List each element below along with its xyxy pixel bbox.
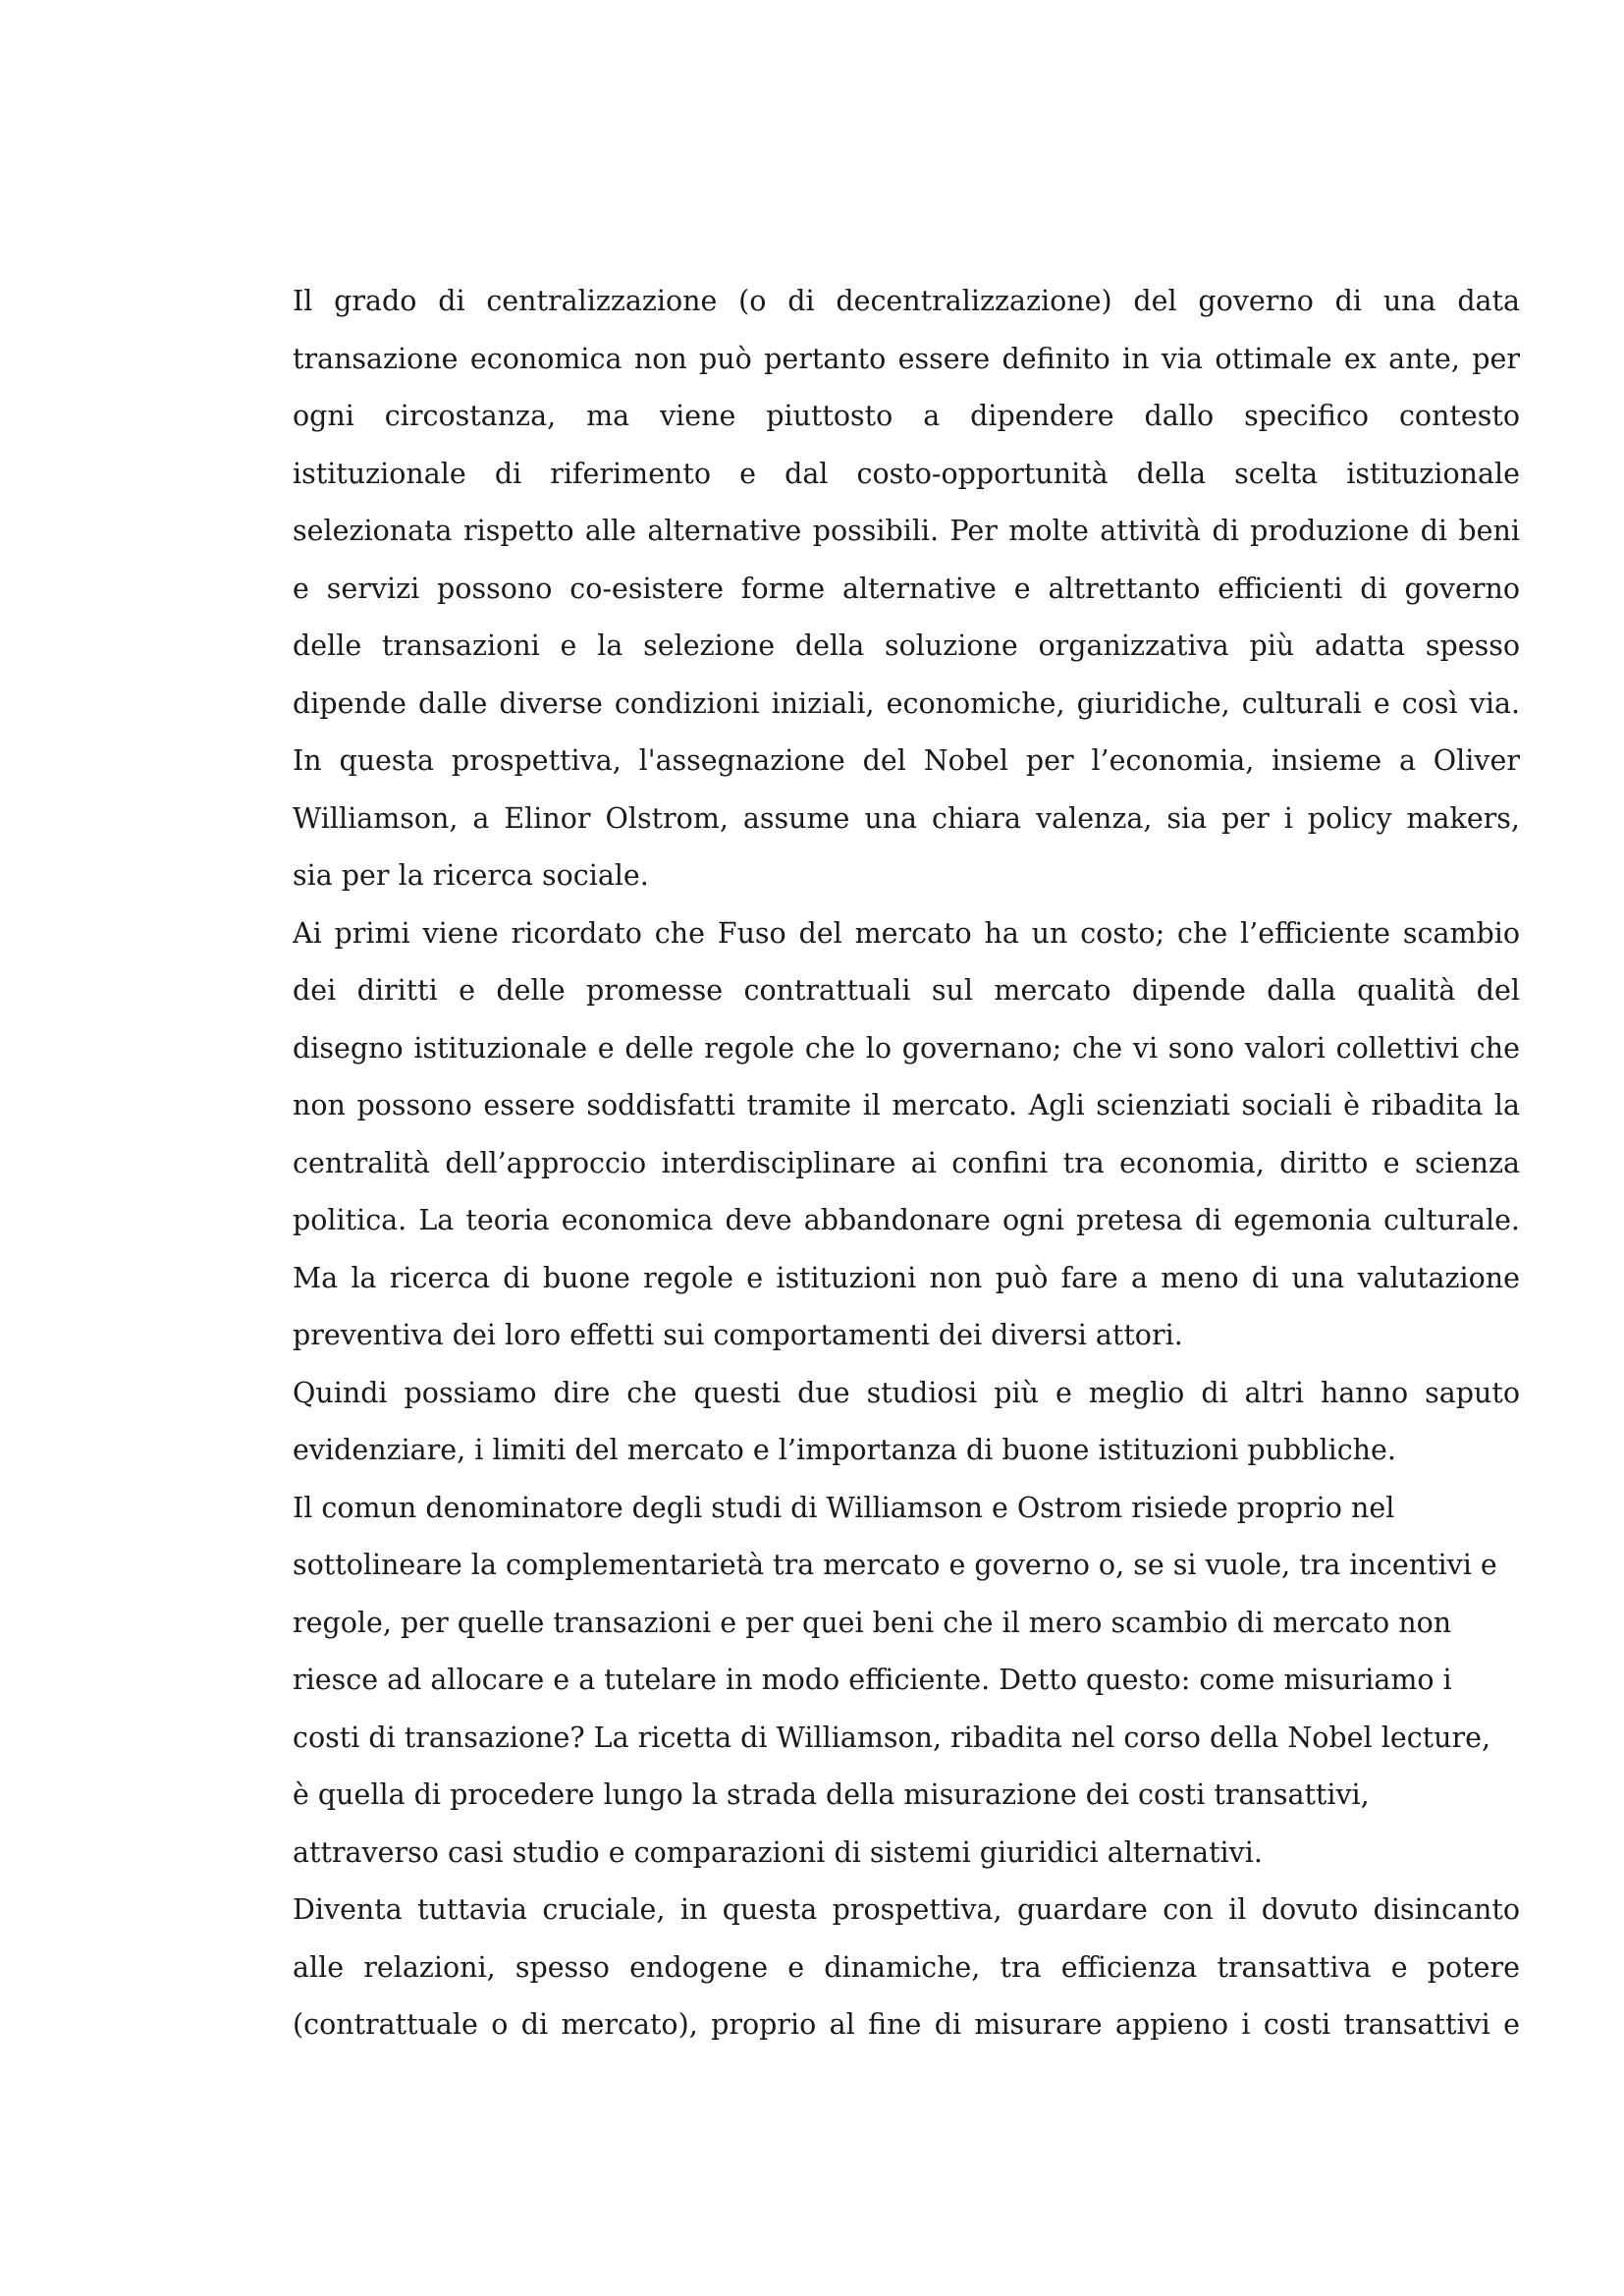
text-line: costi di transazione? La ricetta di Williamson, ribadita nel corso della Nobel lecture, [293, 1721, 1491, 1754]
text-line: regole, per quelle transazioni e per quei beni che il mero scambio di mercato non [293, 1606, 1452, 1639]
body-text [293, 273, 1520, 2054]
text-line: preventiva dei loro effetti sui comportamenti dei diversi attori. [293, 1319, 1183, 1351]
text-line: sia per la ricerca sociale. [293, 859, 649, 892]
text-line: Il grado di centralizzazione (o di decentralizzazione) del governo di una data [293, 285, 1520, 317]
text-line: dipende dalle diverse condizioni iniziali, economiche, giuridiche, culturali e così via. [293, 686, 1520, 720]
text-line: disegno istituzionale e delle regole che lo governano; che vi sono valori collettivi che [293, 1031, 1520, 1065]
text-line: (contrattuale o di mercato), proprio al fine di misurare appieno i costi transattivi e [293, 2008, 1520, 2041]
text-line: evidenziare, i limiti del mercato e l’importanza di buone istituzioni pubbliche. [293, 1434, 1396, 1466]
text-line: istituzionale di riferimento e dal costo-opportunità della scelta istituzionale [293, 457, 1520, 490]
text-line: In questa prospettiva, l'assegnazione del Nobel per l’economia, insieme a Oliver [293, 744, 1520, 777]
text-line: e servizi possono co-esistere forme alternative e altrettanto efficienti di governo [293, 572, 1520, 605]
text-line: sottolineare la complementarietà tra mercato e governo o, se si vuole, tra incentivi e [293, 1549, 1497, 1581]
text-line: Ai primi viene ricordato che Fuso del mercato ha un costo; che l’efficiente scambio [293, 916, 1520, 950]
text-line: alle relazioni, spesso endogene e dinamiche, tra efficienza transattiva e potere [293, 1950, 1520, 1984]
text-line: politica. La teoria economica deve abbandonare ogni pretesa di egemonia culturale. [293, 1204, 1520, 1236]
text-line: selezionata rispetto alle alternative possibili. Per molte attività di produzione di beni [293, 515, 1520, 547]
text-line: attraverso casi studio e comparazioni di sistemi giuridici alternativi. [293, 1835, 1263, 1869]
text-line: delle transazioni e la selezione della soluzione organizzativa più adatta spesso [293, 629, 1520, 662]
text-line: riesce ad allocare e a tutelare in modo efficiente. Detto questo: come misuriamo i [293, 1664, 1452, 1696]
text-line: Ma la ricerca di buone regole e istituzioni non può fare a meno di una valutazione [293, 1261, 1520, 1294]
text-line: Williamson, a Elinor Olstrom, assume una chiara valenza, sia per i policy makers, [293, 801, 1520, 835]
text-line: è quella di procedere lungo la strada della misurazione dei costi transattivi, [293, 1778, 1370, 1811]
text-line: centralità dell’approccio interdisciplinare ai confini tra economia, diritto e scienza [293, 1146, 1520, 1179]
text-line: Diventa tuttavia cruciale, in questa prospettiva, guardare con il dovuto disincanto [293, 1893, 1520, 1926]
text-line: dei diritti e delle promesse contrattuali sul mercato dipende dalla qualità del [293, 974, 1520, 1007]
text-line: ogni circostanza, ma viene piuttosto a dipendere dallo specifico contesto [293, 400, 1520, 432]
text-line: Quindi possiamo dire che questi due studiosi più e meglio di altri hanno saputo [293, 1376, 1520, 1409]
text-line: Il comun denominatore degli studi di Williamson e Ostrom risiede proprio nel [293, 1491, 1395, 1524]
text-line: non possono essere soddisfatti tramite il mercato. Agli scienziati sociali è ribadita la [293, 1089, 1520, 1121]
text-line: transazione economica non può pertanto essere definito in via ottimale ex ante, per [293, 342, 1520, 375]
